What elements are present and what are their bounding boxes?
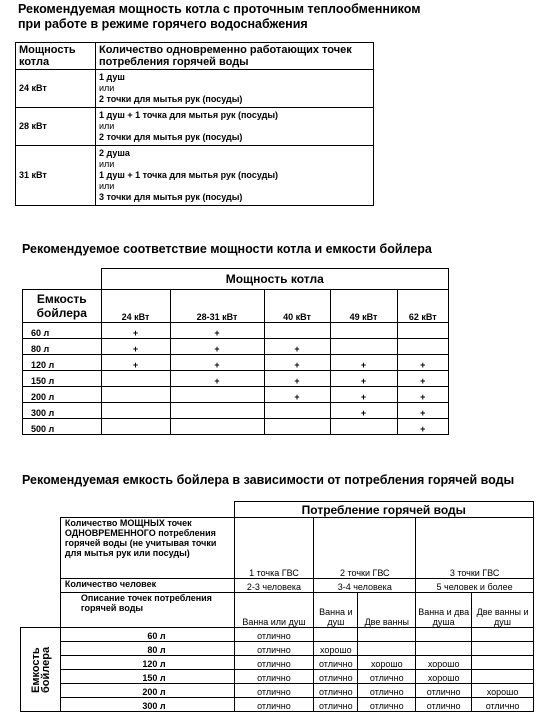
points-cell	[96, 70, 374, 108]
table-row	[21, 684, 534, 698]
rating-cell: отлично	[416, 698, 472, 712]
rating-cell: отлично	[314, 698, 358, 712]
desc-col: Две ванны и душ	[472, 593, 534, 628]
desc-col: Ванна и душ	[314, 593, 358, 628]
mark-cell	[101, 387, 170, 403]
points-label: Количество МОЩНЫХ точек ОДНОВРЕМЕННОГО потребления горячей воды (не учитывая точки для мытья рук или посуды)	[60, 518, 234, 579]
points-line: 2 точки для мытья рук (посуды)	[99, 132, 243, 142]
mark-cell	[264, 419, 330, 435]
table-row	[23, 323, 449, 339]
table-header-row	[21, 502, 534, 518]
rating-cell	[416, 642, 472, 656]
mark-cell: +	[330, 403, 397, 419]
rating-cell	[358, 628, 416, 642]
capacity-label: 300 л	[23, 403, 102, 419]
capacity-label: 150 л	[23, 371, 102, 387]
mark-cell	[101, 403, 170, 419]
mark-cell: +	[397, 355, 449, 371]
points-cell	[96, 108, 374, 146]
spacer	[21, 593, 61, 628]
rating-cell: хорошо	[416, 670, 472, 684]
capacity-label: 80 л	[23, 339, 102, 355]
rating-cell: отлично	[234, 684, 314, 698]
rating-cell: отлично	[358, 698, 416, 712]
mark-cell	[397, 323, 449, 339]
table-row	[23, 387, 449, 403]
people-row	[21, 579, 534, 593]
points-cell	[96, 146, 374, 206]
desc-row	[21, 593, 534, 628]
table-row	[21, 656, 534, 670]
power-cell: 31 кВт	[16, 146, 96, 206]
table-row	[21, 670, 534, 684]
table-header-row	[16, 43, 374, 70]
table-row	[23, 403, 449, 419]
mark-cell: +	[330, 387, 397, 403]
section1-title	[18, 2, 420, 32]
rating-cell: отлично	[416, 684, 472, 698]
points-line: 2 душа	[99, 148, 130, 158]
table-row	[21, 698, 534, 712]
mark-cell: +	[170, 339, 264, 355]
column-header: 40 кВт	[264, 290, 330, 323]
table-row	[16, 70, 374, 108]
power-cell: 24 кВт	[16, 70, 96, 108]
table-row	[21, 628, 534, 642]
mark-cell: +	[264, 339, 330, 355]
volume-label: 80 л	[60, 642, 234, 656]
points-line: 1 душ + 1 точка для мытья рук (посуды)	[99, 110, 278, 120]
volume-label: 200 л	[60, 684, 234, 698]
point-group: 3 точки ГВС	[416, 518, 534, 579]
section1-title-line1: Рекомендуемая мощность котла с проточным теплообменником	[18, 2, 421, 16]
mark-cell	[101, 371, 170, 387]
table-row	[16, 146, 374, 206]
table-row	[23, 339, 449, 355]
mark-cell: +	[264, 355, 330, 371]
desc-col: Ванна и два душа	[416, 593, 472, 628]
rating-cell: отлично	[234, 698, 314, 712]
boiler-power-table	[15, 42, 374, 206]
mark-cell	[397, 339, 449, 355]
mark-cell: +	[330, 371, 397, 387]
header-power: Мощность котла	[101, 269, 449, 290]
capacity-label: 200 л	[23, 387, 102, 403]
corner-empty	[21, 502, 235, 518]
rating-cell: отлично	[234, 642, 314, 656]
column-header: 24 кВт	[101, 290, 170, 323]
mark-cell	[264, 403, 330, 419]
volume-label: 300 л	[60, 698, 234, 712]
volume-label: 60 л	[60, 628, 234, 642]
rating-cell	[472, 656, 534, 670]
table-row	[23, 371, 449, 387]
volume-label: 120 л	[60, 656, 234, 670]
mark-cell: +	[397, 419, 449, 435]
points-line: 1 душ	[99, 72, 125, 82]
capacity-label: 120 л	[23, 355, 102, 371]
mark-cell	[170, 419, 264, 435]
points-line: 3 точки для мытья рук (посуды)	[99, 192, 243, 202]
rating-cell	[358, 642, 416, 656]
mark-cell	[101, 419, 170, 435]
rating-cell	[472, 628, 534, 642]
table-row	[23, 419, 449, 435]
mark-cell: +	[397, 387, 449, 403]
people-label: Количество человек	[60, 579, 234, 593]
rating-cell: отлично	[358, 670, 416, 684]
point-group: 2 точки ГВС	[314, 518, 416, 579]
mark-cell	[330, 339, 397, 355]
mark-cell: +	[330, 355, 397, 371]
section3-title: Рекомендуемая емкость бойлера в зависимости от потребления горячей воды	[22, 473, 515, 487]
section1-title-line2: при работе в режиме горячего водоснабжения	[18, 17, 308, 31]
desc-label: Описание точек потребления горячей воды	[60, 593, 234, 628]
header-consumption: Потребление горячей воды	[234, 502, 533, 518]
table-header-row	[23, 290, 449, 323]
mark-cell: +	[170, 355, 264, 371]
rating-cell: отлично	[234, 670, 314, 684]
spacer	[21, 579, 61, 593]
table-row	[23, 355, 449, 371]
rating-cell: отлично	[234, 656, 314, 670]
rating-cell: хорошо	[472, 684, 534, 698]
column-header: 49 кВт	[330, 290, 397, 323]
rating-cell: отлично	[314, 656, 358, 670]
points-row	[21, 518, 534, 579]
header-capacity: Емкость бойлера	[23, 290, 102, 323]
people-group: 2-3 человека	[234, 579, 314, 593]
points-line: 2 точки для мытья рук (посуды)	[99, 94, 243, 104]
rating-cell	[416, 628, 472, 642]
side-label: Емкость бойлера	[21, 628, 61, 712]
rating-cell: отлично	[314, 670, 358, 684]
desc-col: Две ванны	[358, 593, 416, 628]
rating-cell: отлично	[472, 698, 534, 712]
rating-cell: отлично	[358, 684, 416, 698]
mark-cell	[170, 403, 264, 419]
mark-cell: +	[170, 323, 264, 339]
rating-cell: отлично	[314, 684, 358, 698]
table-row	[21, 642, 534, 656]
mark-cell: +	[397, 371, 449, 387]
boiler-consumption-table	[20, 501, 534, 712]
rating-cell: хорошо	[358, 656, 416, 670]
points-line: 1 душ + 1 точка для мытья рук (посуды)	[99, 170, 278, 180]
column-header: 62 кВт	[397, 290, 449, 323]
rating-cell	[472, 670, 534, 684]
mark-cell	[170, 387, 264, 403]
mark-cell: +	[264, 371, 330, 387]
rating-cell	[314, 628, 358, 642]
desc-col: Ванна или душ	[234, 593, 314, 628]
rating-cell: хорошо	[416, 656, 472, 670]
spacer	[21, 518, 61, 579]
header-points: Количество одновременно работающих точек потребления горячей воды	[96, 43, 374, 70]
people-group: 5 человек и более	[416, 579, 534, 593]
column-header: 28-31 кВт	[170, 290, 264, 323]
points-line: или	[99, 83, 115, 93]
rating-cell	[472, 642, 534, 656]
rating-cell: отлично	[234, 628, 314, 642]
power-cell: 28 кВт	[16, 108, 96, 146]
mark-cell: +	[397, 403, 449, 419]
mark-cell: +	[264, 387, 330, 403]
header-power: Мощность котла	[16, 43, 96, 70]
mark-cell: +	[101, 339, 170, 355]
corner-empty	[23, 269, 102, 290]
points-line: или	[99, 181, 115, 191]
rating-cell: хорошо	[314, 642, 358, 656]
mark-cell: +	[101, 355, 170, 371]
mark-cell: +	[170, 371, 264, 387]
points-line: или	[99, 121, 115, 131]
boiler-capacity-table	[22, 268, 449, 435]
people-group: 3-4 человека	[314, 579, 416, 593]
section2-title: Рекомендуемое соответствие мощности котла и емкости бойлера	[22, 242, 432, 256]
table-header-row	[23, 269, 449, 290]
points-line: или	[99, 159, 115, 169]
mark-cell	[330, 323, 397, 339]
point-group: 1 точка ГВС	[234, 518, 314, 579]
mark-cell	[264, 323, 330, 339]
mark-cell: +	[101, 323, 170, 339]
table-row	[16, 108, 374, 146]
volume-label: 150 л	[60, 670, 234, 684]
capacity-label: 500 л	[23, 419, 102, 435]
capacity-label: 60 л	[23, 323, 102, 339]
mark-cell	[330, 419, 397, 435]
